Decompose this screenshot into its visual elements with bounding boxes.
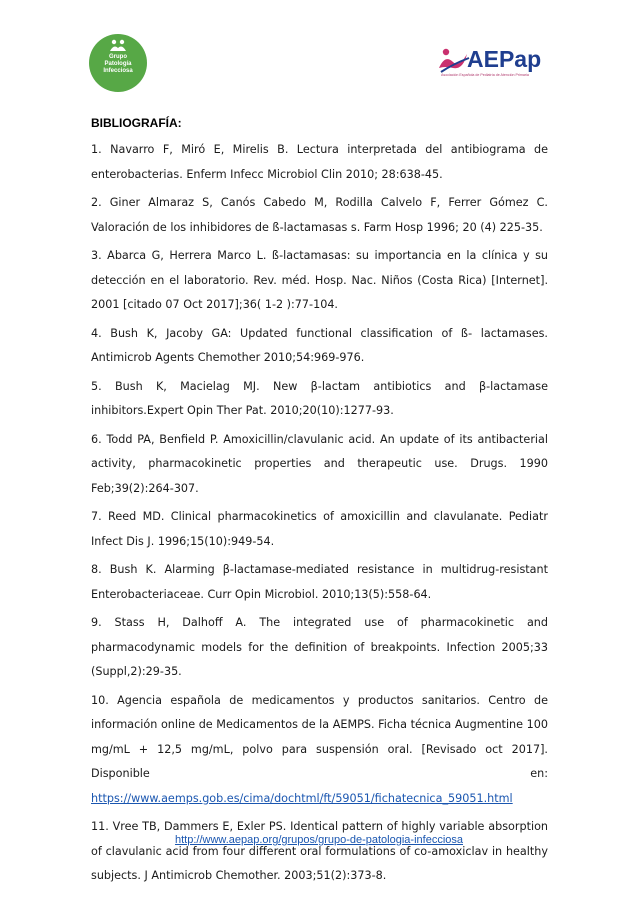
footer xyxy=(0,834,638,846)
bibliography-heading: BIBLIOGRAFÍA: xyxy=(91,116,182,130)
reference-11: 11. Vree TB, Dammers E, Exler PS. Identical pattern of highly variable absorption of clavulanic acid from four different oral formulations of co-amoxiclav in healthy subjects. J Antimicrob Chemother. 2003;51(2):373-8. xyxy=(91,820,548,882)
bibliography xyxy=(91,114,548,893)
logo-line-1: Grupo xyxy=(109,54,127,60)
reference-5: 5. Bush K, Macielag MJ. New β-lactam antibiotics and β-lactamase inhibitors.Expert Opin Ther Pat. 2010;20(10):1277-93. xyxy=(91,379,548,417)
reference-3: 3. Abarca G, Herrera Marco L. ß-lactamasas: su importancia en la clínica y su detección en el laboratorio. Rev. méd. Hosp. Nac. Niños (Costa Rica) [Internet]. 2001 [citado 07 Oct 2017];36( 1-2 ):77-104. xyxy=(91,249,548,311)
reference-4: 4. Bush K, Jacoby GA: Updated functional classification of ß- lactamases. Antimicrob Agents Chemother 2010;54:969-976. xyxy=(91,326,548,364)
reference-6: 6. Todd PA, Benfield P. Amoxicillin/clavulanic acid. An update of its antibacterial activity, pharmacokinetic properties and therapeutic use. Drugs. 1990 Feb;39(2):264-307. xyxy=(91,432,548,495)
aepap-subtitle: Asociación Española de Pediatría de Atención Primaria xyxy=(441,73,529,77)
people-icon xyxy=(109,39,127,51)
reference-7: 7. Reed MD. Clinical pharmacokinetics of amoxicillin and clavulanate. Pediatr Infect Dis J. 1996;15(10):949-54. xyxy=(91,510,548,548)
reference-10-text: 10. Agencia española de medicamentos y productos sanitarios. Centro de información online de Medicamentos de la AEMPS. Ficha técnica Augmentine 100 mg/mL + 12,5 mg/mL, polvo para suspensión oral. [Revisado oct 2017]. Disponible en: xyxy=(91,693,548,780)
reference-9: 9. Stass H, Dalhoff A. The integrated use of pharmacokinetic and pharmacodynamic models for the definition of breakpoints. Infection 2005;33 (Suppl,2):29-35. xyxy=(91,616,548,678)
reference-1: 1. Navarro F, Miró E, Mirelis B. Lectura interpretada del antibiograma de enterobacterias. Enferm Infecc Microbiol Clin 2010; 28:638-45. xyxy=(91,143,548,181)
logo-line-3: Infecciosa xyxy=(103,68,133,74)
aepap-swoosh-icon xyxy=(437,46,471,74)
reference-2: 2. Giner Almaraz S, Canós Cabedo M, Rodilla Calvelo F, Ferrer Gómez C. Valoración de los inhibidores de ß-lactamasas s. Farm Hosp 1996; 20 (4) 225-35. xyxy=(91,196,548,234)
logo-circle xyxy=(89,34,147,92)
logo-text xyxy=(89,54,147,75)
reference-10-link[interactable]: https://www.aemps.gob.es/cima/dochtml/ft/59051/fichatecnica_59051.html xyxy=(91,791,513,805)
logo-line-2: Patología xyxy=(104,61,132,67)
grupo-patologia-logo xyxy=(89,34,147,92)
footer-link[interactable]: http://www.aepap.org/grupos/grupo-de-patologia-infecciosa xyxy=(174,834,463,846)
aepap-brand: AEPap xyxy=(467,46,542,72)
aepap-logo xyxy=(437,46,553,80)
reference-10 xyxy=(91,689,548,812)
reference-8: 8. Bush K. Alarming β-lactamase-mediated resistance in multidrug-resistant Enterobacteriaceae. Curr Opin Microbiol. 2010;13(5):558-64. xyxy=(91,563,548,601)
